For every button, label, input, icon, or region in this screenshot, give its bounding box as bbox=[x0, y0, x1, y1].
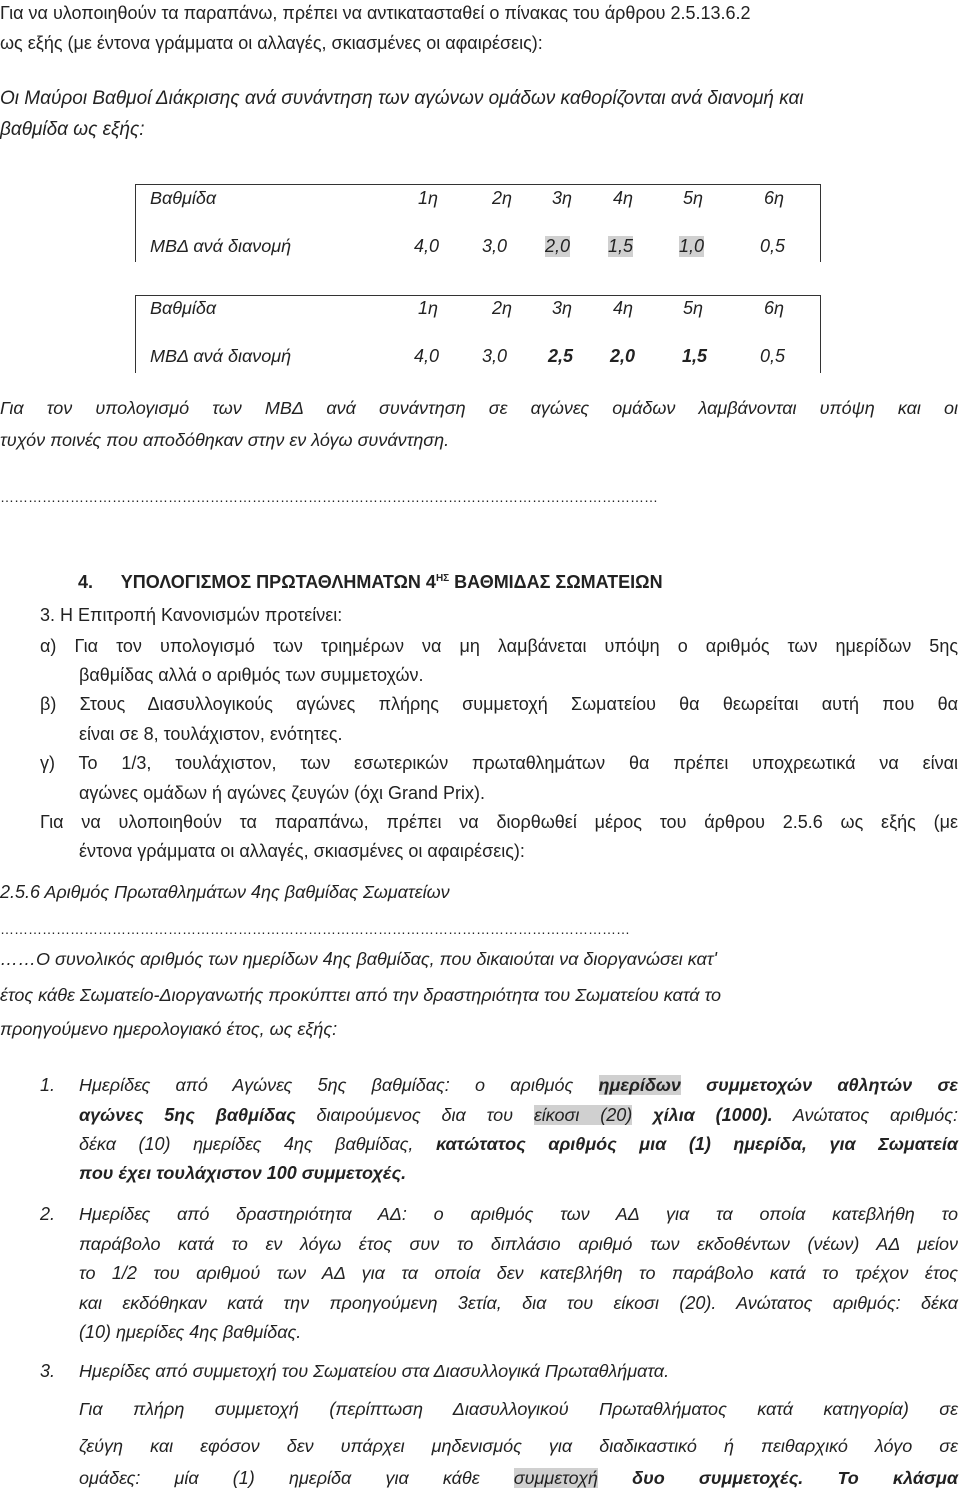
proposal-d-line-2: έντονα γράμματα οι αλλαγές, σκιασμένες οι αφαιρέσεις): bbox=[79, 841, 525, 861]
table-new-value-changed: 2,5 bbox=[548, 346, 574, 366]
item-1-text: δέκα (10) ημερίδες 4ης βαθμίδας, bbox=[79, 1134, 436, 1154]
item-1-added-text: αγώνες 5ης βαθμίδας bbox=[79, 1105, 296, 1125]
item-1-line-1 bbox=[79, 1074, 958, 1096]
item-1-added-text: συμμετοχών αθλητών σε bbox=[680, 1075, 959, 1095]
proposal-b-line-1: β) Στους Διασυλλογικούς αγώνες πλήρης συμμετοχή Σωματείου θα θεωρείται αυτή που θα bbox=[40, 694, 958, 714]
table-new-header: 2η bbox=[492, 298, 513, 318]
item-3-line-4 bbox=[79, 1467, 958, 1489]
table-new-value: 0,5 bbox=[760, 346, 786, 366]
table-old-value-removed: 2,0 bbox=[545, 236, 571, 256]
table-new-value: 3,0 bbox=[482, 346, 508, 366]
item-2-line-1: Ημερίδες από δραστηριότητα ΑΔ: ο αριθμός των ΑΔ για τα οποία κατεβλήθη το bbox=[79, 1204, 958, 1224]
item-1-removed-text: ημερίδων bbox=[598, 1075, 681, 1095]
table-new-label-mbd: ΜΒΔ ανά διανομή bbox=[150, 346, 292, 366]
table-old-value-removed: 1,0 bbox=[679, 236, 705, 256]
item-3-line-2: Για πλήρη συμμετοχή (περίπτωση Διασυλλογικού Πρωταθλήματος κατά κατηγορία) σε bbox=[79, 1399, 958, 1419]
item-1-added-text: κατώτατος αριθμός μια (1) ημερίδα, για Σωματεία bbox=[435, 1134, 959, 1154]
proposal-c-line-1: γ) Το 1/3, τουλάχιστον, των εσωτερικών πρωταθλημάτων θα πρέπει υποχρεωτικά να είναι bbox=[40, 753, 958, 773]
table-old-label-grade: Βαθμίδα bbox=[150, 188, 217, 208]
section-4-title-sup: ΗΣ bbox=[435, 573, 450, 584]
intro-line-2: ως εξής (με έντονα γράμματα οι αλλαγές, σκιασμένες οι αφαιρέσεις): bbox=[0, 33, 543, 53]
dots-separator: …………………………………………………………………………………………………………………………… bbox=[0, 489, 658, 505]
table-old-header: 2η bbox=[492, 188, 513, 208]
table-old-header: 1η bbox=[418, 188, 439, 208]
table-old-value: 0,5 bbox=[760, 236, 786, 256]
item-1-added-text: χίλια (1000). bbox=[632, 1105, 773, 1125]
proposal-d-line-1: Για να υλοποιηθούν τα παραπάνω, πρέπει να διορθωθεί μέρος του άρθρου 2.5.6 ως εξής (με bbox=[40, 812, 958, 832]
article-paragraph-line-1 bbox=[0, 948, 717, 970]
item-1-number: 1. bbox=[40, 1075, 56, 1095]
section-4-number: 4. bbox=[78, 572, 94, 592]
proposal-intro: 3. Η Επιτροπή Κανονισμών προτείνει: bbox=[40, 605, 343, 625]
article-p1-text: Ο συνολικός αριθμός των ημερίδων 4ης βαθμίδας, που δικαιούται να διοργανώσει κατ' bbox=[36, 949, 717, 969]
section-4-title-a: ΥΠΟΛΟΓΙΣΜΟΣ ΠΡΩΤΑΘΛΗΜΑΤΩΝ 4 bbox=[120, 572, 436, 592]
item-3-removed-text: συμμετοχή bbox=[513, 1468, 598, 1488]
table-old-header: 6η bbox=[764, 188, 785, 208]
item-3-line-3: ζεύγη και εφόσον δεν υπάρχει μηδενισμός για διαδικαστικό ή πειθαρχικό λόγο σε bbox=[79, 1436, 958, 1456]
table-old-header: 5η bbox=[683, 188, 704, 208]
item-2-line-3: το 1/2 του αριθμού των ΑΔ για τα οποία δεν κατεβλήθη το παράβολο κατά το τρέχον έτος bbox=[79, 1263, 958, 1283]
article-leading-dots: …… bbox=[0, 949, 36, 969]
item-1-text: Ημερίδες από Αγώνες 5ης βαθμίδας: ο αριθμός bbox=[79, 1075, 599, 1095]
item-3-added-text: Το κλάσμα bbox=[803, 1468, 959, 1488]
table-new bbox=[0, 0, 960, 400]
proposal-c-line-2: αγώνες ομάδων ή αγώνες ζευγών (όχι Grand Prix). bbox=[79, 783, 486, 803]
rule-text-line-2: βαθμίδα ως εξής: bbox=[0, 119, 145, 140]
table-old-value: 3,0 bbox=[482, 236, 508, 256]
item-1-line-3 bbox=[79, 1133, 958, 1155]
section-4-heading bbox=[78, 568, 663, 593]
intro-line-1: Για να υλοποιηθούν τα παραπάνω, πρέπει να αντικατασταθεί ο πίνακας του άρθρου 2.5.13.6.2 bbox=[0, 3, 751, 23]
table-old-label-mbd: ΜΒΔ ανά διανομή bbox=[150, 236, 292, 256]
item-1-line-2 bbox=[79, 1104, 958, 1126]
table-new-value: 4,0 bbox=[414, 346, 440, 366]
item-3-text: ομάδες: μία (1) ημερίδα για κάθε bbox=[79, 1468, 514, 1488]
item-2-line-4: και εκδόθηκαν κατά την προηγούμενη 3ετία, δια του είκοσι (20). Ανώτατος αριθμός: δέκα bbox=[79, 1293, 958, 1313]
item-2-line-5: (10) ημερίδες 4ης βαθμίδας. bbox=[79, 1322, 302, 1342]
article-paragraph-line-2: έτος κάθε Σωματείο-Διοργανωτής προκύπτει από την δραστηριότητα του Σωματείου κατά το bbox=[0, 985, 721, 1005]
table-old-header: 3η bbox=[552, 188, 573, 208]
table-new-header: 3η bbox=[552, 298, 573, 318]
penalties-line-1: Για τον υπολογισμό των ΜΒΔ ανά συνάντηση σε αγώνες ομάδων λαμβάνονται υπόψη και οι bbox=[0, 398, 958, 418]
table-new-header: 4η bbox=[613, 298, 634, 318]
proposal-a-line-1: α) Για τον υπολογισμό των τριημέρων να μη λαμβάνεται υπόψη ο αριθμός των ημερίδων 5ης bbox=[40, 636, 958, 656]
item-3-line-1: Ημερίδες από συμμετοχή του Σωματείου στα Διασυλλογικά Πρωταθλήματα. bbox=[79, 1361, 670, 1381]
article-dots: ……………………………………………………………………………………………………………………… bbox=[0, 921, 630, 937]
item-1-text: διαιρούμενος δια του bbox=[295, 1105, 534, 1125]
table-old-value-removed: 1,5 bbox=[608, 236, 634, 256]
item-3-number: 3. bbox=[40, 1361, 56, 1381]
penalties-line-2: τυχόν ποινές που αποδόθηκαν στην εν λόγω συνάντηση. bbox=[0, 430, 450, 450]
table-new-label-grade: Βαθμίδα bbox=[150, 298, 217, 318]
table-new-header: 5η bbox=[683, 298, 704, 318]
table-old-value: 4,0 bbox=[414, 236, 440, 256]
article-heading: 2.5.6 Αριθμός Πρωταθλημάτων 4ης βαθμίδας Σωματείων bbox=[0, 882, 450, 902]
article-paragraph-line-3: προηγούμενο ημερολογιακό έτος, ως εξής: bbox=[0, 1019, 338, 1039]
table-new-value-changed: 2,0 bbox=[610, 346, 636, 366]
item-2-line-2: παράβολο κατά το εν λόγω έτος συν το διπλάσιο αριθμό των εκδοθέντων (νέων) ΑΔ μείον bbox=[79, 1234, 958, 1254]
item-1-text: Ανώτατος αριθμός: bbox=[772, 1105, 958, 1125]
section-4-title-b: ΒΑΘΜΙΔΑΣ ΣΩΜΑΤΕΙΩΝ bbox=[449, 572, 663, 592]
table-old-header: 4η bbox=[613, 188, 634, 208]
rule-text-line-1: Οι Μαύροι Βαθμοί Διάκρισης ανά συνάντηση των αγώνων ομάδων καθορίζονται ανά διανομή και bbox=[0, 88, 804, 109]
proposal-b-line-2: είναι σε 8, τουλάχιστον, ενότητες. bbox=[79, 724, 343, 744]
item-1-line-4: που έχει τουλάχιστον 100 συμμετοχές. bbox=[79, 1163, 407, 1183]
item-2-number: 2. bbox=[40, 1204, 56, 1224]
proposal-a-line-2: βαθμίδας αλλά ο αριθμός των συμμετοχών. bbox=[79, 665, 424, 685]
table-new-header: 1η bbox=[418, 298, 439, 318]
table-new-value-changed: 1,5 bbox=[682, 346, 708, 366]
table-new-header: 6η bbox=[764, 298, 785, 318]
item-3-added-text: δυο συμμετοχές. bbox=[597, 1468, 804, 1488]
item-1-removed-text: είκοσι (20) bbox=[533, 1105, 633, 1125]
